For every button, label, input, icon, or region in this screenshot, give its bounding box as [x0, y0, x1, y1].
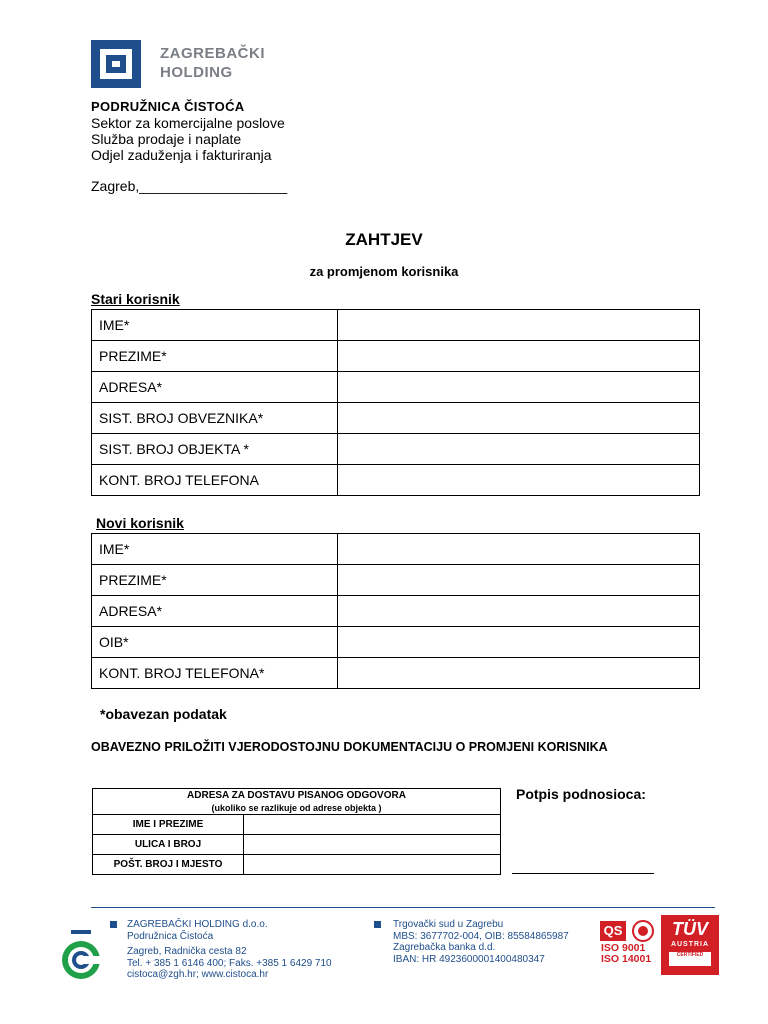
new-last-name-field[interactable] — [338, 565, 700, 596]
table-row — [92, 310, 700, 341]
table-row — [92, 372, 700, 403]
table-row — [92, 465, 700, 496]
document-subtitle: za promjenom korisnika — [309, 264, 459, 279]
table-row — [93, 855, 501, 875]
address-box-subtitle: (ukoliko se razlikuje od adrese objekta ) — [211, 802, 382, 813]
department-line: Odjel zaduženja i fakturiranja — [91, 147, 272, 163]
documentation-warning: OBAVEZNO PRILOŽITI VJERODOSTOJNU DOKUMENTACIJU O PROMJENI KORISNIKA — [91, 740, 608, 754]
tuv-country-label: AUSTRIA — [670, 941, 710, 948]
address-box-header — [93, 789, 501, 815]
old-user-label: Stari korisnik — [91, 291, 180, 307]
field-label: PREZIME* — [92, 341, 338, 372]
tuv-certified-label: CERTIFIED — [669, 952, 711, 966]
old-object-number-field[interactable] — [338, 434, 700, 465]
table-row — [92, 658, 700, 689]
field-label: POŠT. BROJ I MJESTO — [93, 855, 244, 875]
field-label: SIST. BROJ OBJEKTA * — [92, 434, 338, 465]
field-label: ADRESA* — [92, 596, 338, 627]
footer-branch: Podružnica Čistoća — [127, 930, 214, 942]
table-row — [93, 835, 501, 855]
field-label: SIST. BROJ OBVEZNIKA* — [92, 403, 338, 434]
tuv-austria-badge — [661, 915, 719, 975]
table-row — [92, 596, 700, 627]
footer-address: Zagreb, Radnička cesta 82 — [127, 946, 247, 957]
company-logo-icon — [91, 40, 141, 88]
footer-court: Trgovački sud u Zagrebu — [393, 919, 504, 930]
sector-line: Sektor za komercijalne poslove — [91, 115, 285, 131]
place-date-line: Zagreb,___________________ — [91, 178, 288, 194]
new-first-name-field[interactable] — [338, 534, 700, 565]
field-label: KONT. BROJ TELEFONA* — [92, 658, 338, 689]
old-last-name-field[interactable] — [338, 341, 700, 372]
table-row — [93, 789, 501, 815]
footer-divider — [91, 907, 715, 908]
old-obligor-number-field[interactable] — [338, 403, 700, 434]
field-label: IME I PREZIME — [93, 815, 244, 835]
field-label: PREZIME* — [92, 565, 338, 596]
table-row — [92, 534, 700, 565]
new-phone-field[interactable] — [338, 658, 700, 689]
delivery-postcode-city-field[interactable] — [244, 855, 501, 875]
table-row — [92, 565, 700, 596]
footer-company-name: ZAGREBAČKI HOLDING d.o.o. — [127, 919, 268, 930]
old-first-name-field[interactable] — [338, 310, 700, 341]
field-label: OIB* — [92, 627, 338, 658]
delivery-address-table — [92, 788, 501, 875]
footer-mbs-oib: MBS: 3677702-004, OIB: 85584865987 — [393, 930, 569, 942]
old-address-field[interactable] — [338, 372, 700, 403]
footer-phone: Tel. + 385 1 6146 400; Faks. +385 1 6429 710 — [127, 957, 332, 969]
new-user-table — [91, 533, 700, 689]
mandatory-note: *obavezan podatak — [100, 706, 227, 722]
new-oib-field[interactable] — [338, 627, 700, 658]
field-label: ADRESA* — [92, 372, 338, 403]
footer-email: cistoca@zgh.hr; www.cistoca.hr — [127, 969, 269, 980]
footer-registry — [393, 919, 569, 965]
table-row — [92, 403, 700, 434]
footer-iban: IBAN: HR 4923600001400480347 — [393, 953, 545, 965]
iso-14001-label: ISO 14001 — [601, 953, 652, 965]
old-user-table — [91, 309, 700, 496]
field-label: IME* — [92, 534, 338, 565]
address-box-title: ADRESA ZA DOSTAVU PISANOG ODGOVORA — [187, 789, 406, 801]
table-row — [92, 627, 700, 658]
logo-text-line2: HOLDING — [160, 64, 233, 81]
new-address-field[interactable] — [338, 596, 700, 627]
table-row — [92, 341, 700, 372]
iso-9001-label: ISO 9001 — [601, 942, 646, 954]
signature-label: Potpis podnosioca: — [516, 786, 646, 802]
logo-text-line1: ZAGREBAČKI — [160, 45, 265, 62]
signature-line[interactable] — [512, 873, 654, 874]
field-label: KONT. BROJ TELEFONA — [92, 465, 338, 496]
iso-certification-badge — [600, 919, 658, 967]
footer-bank: Zagrebačka banka d.d. — [393, 942, 496, 953]
org-name: PODRUŽNICA ČISTOĆA — [91, 99, 245, 114]
table-row — [93, 815, 501, 835]
footer-bullet-icon — [374, 921, 381, 928]
field-label: IME* — [92, 310, 338, 341]
qs-label: QS — [603, 923, 623, 938]
new-user-label: Novi korisnik — [96, 515, 184, 531]
tuv-label: TÜV — [672, 919, 708, 939]
footer-bullet-icon — [110, 921, 117, 928]
old-phone-field[interactable] — [338, 465, 700, 496]
field-label: ULICA I BROJ — [93, 835, 244, 855]
cistoca-logo-icon — [59, 930, 103, 980]
delivery-street-field[interactable] — [244, 835, 501, 855]
footer-company — [127, 919, 268, 942]
table-row — [92, 434, 700, 465]
document-title: ZAHTJEV — [345, 230, 423, 249]
footer-contact — [127, 946, 332, 981]
service-line: Služba prodaje i naplate — [91, 131, 242, 147]
delivery-name-field[interactable] — [244, 815, 501, 835]
